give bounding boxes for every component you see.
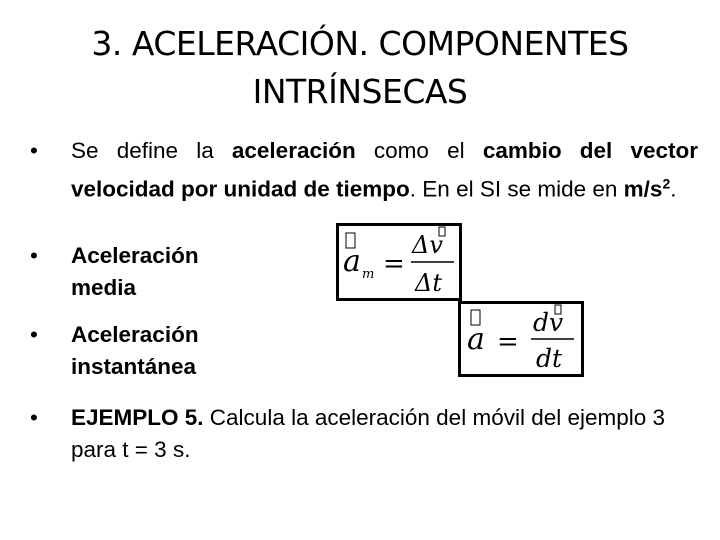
formula-aceleracion-instantanea xyxy=(458,301,584,377)
formula-media-equals: = xyxy=(383,249,405,279)
definition-part-3: como el xyxy=(355,138,483,163)
ejemplo-5-body: Calcula la aceleración del móvil del ejemplo 3 para t = 3 s. xyxy=(71,405,666,462)
definition-unit: m/s xyxy=(623,176,663,202)
definition-period: . xyxy=(670,176,677,202)
formula-instantanea-numerator: dv xyxy=(533,308,564,337)
ejemplo-5-text xyxy=(71,402,671,466)
formula-media-svg xyxy=(339,226,459,298)
bullet-marker: • xyxy=(30,243,38,268)
definition-part-5: . En el SI se mide en xyxy=(409,176,624,202)
formula-instantanea-denominator: dt xyxy=(536,344,563,373)
definition-unit-exponent: 2 xyxy=(662,175,671,191)
definition-term-aceleracion: aceleración xyxy=(231,138,356,163)
slide-title xyxy=(0,20,720,116)
formula-instantanea-a: a xyxy=(467,322,485,357)
aceleracion-media-label: Aceleración media xyxy=(71,243,199,300)
formula-instantanea-svg xyxy=(461,304,581,374)
formula-media-numerator: Δv xyxy=(412,231,443,259)
aceleracion-instantanea-label: Aceleración instantánea xyxy=(71,322,199,379)
formula-instantanea-equals: = xyxy=(497,327,519,357)
bullet-marker: • xyxy=(30,405,38,430)
title-line-2: INTRÍNSECAS xyxy=(252,72,468,111)
ejemplo-5-label: EJEMPLO 5. xyxy=(71,405,204,430)
definition-term-cambio: cambio del vector velocidad por unidad de tiempo xyxy=(71,138,698,202)
formula-media-a: a xyxy=(343,244,361,279)
formula-aceleracion-media xyxy=(336,223,462,301)
bullet-marker: • xyxy=(30,138,38,163)
definition-part-1: Se define la xyxy=(71,138,232,163)
formula-media-sub: m xyxy=(362,267,375,282)
bullet-marker: • xyxy=(30,322,38,347)
definition-text xyxy=(71,135,698,206)
title-line-1: 3. ACELERACIÓN. COMPONENTES xyxy=(91,24,629,63)
formula-media-denominator: Δt xyxy=(415,269,442,297)
